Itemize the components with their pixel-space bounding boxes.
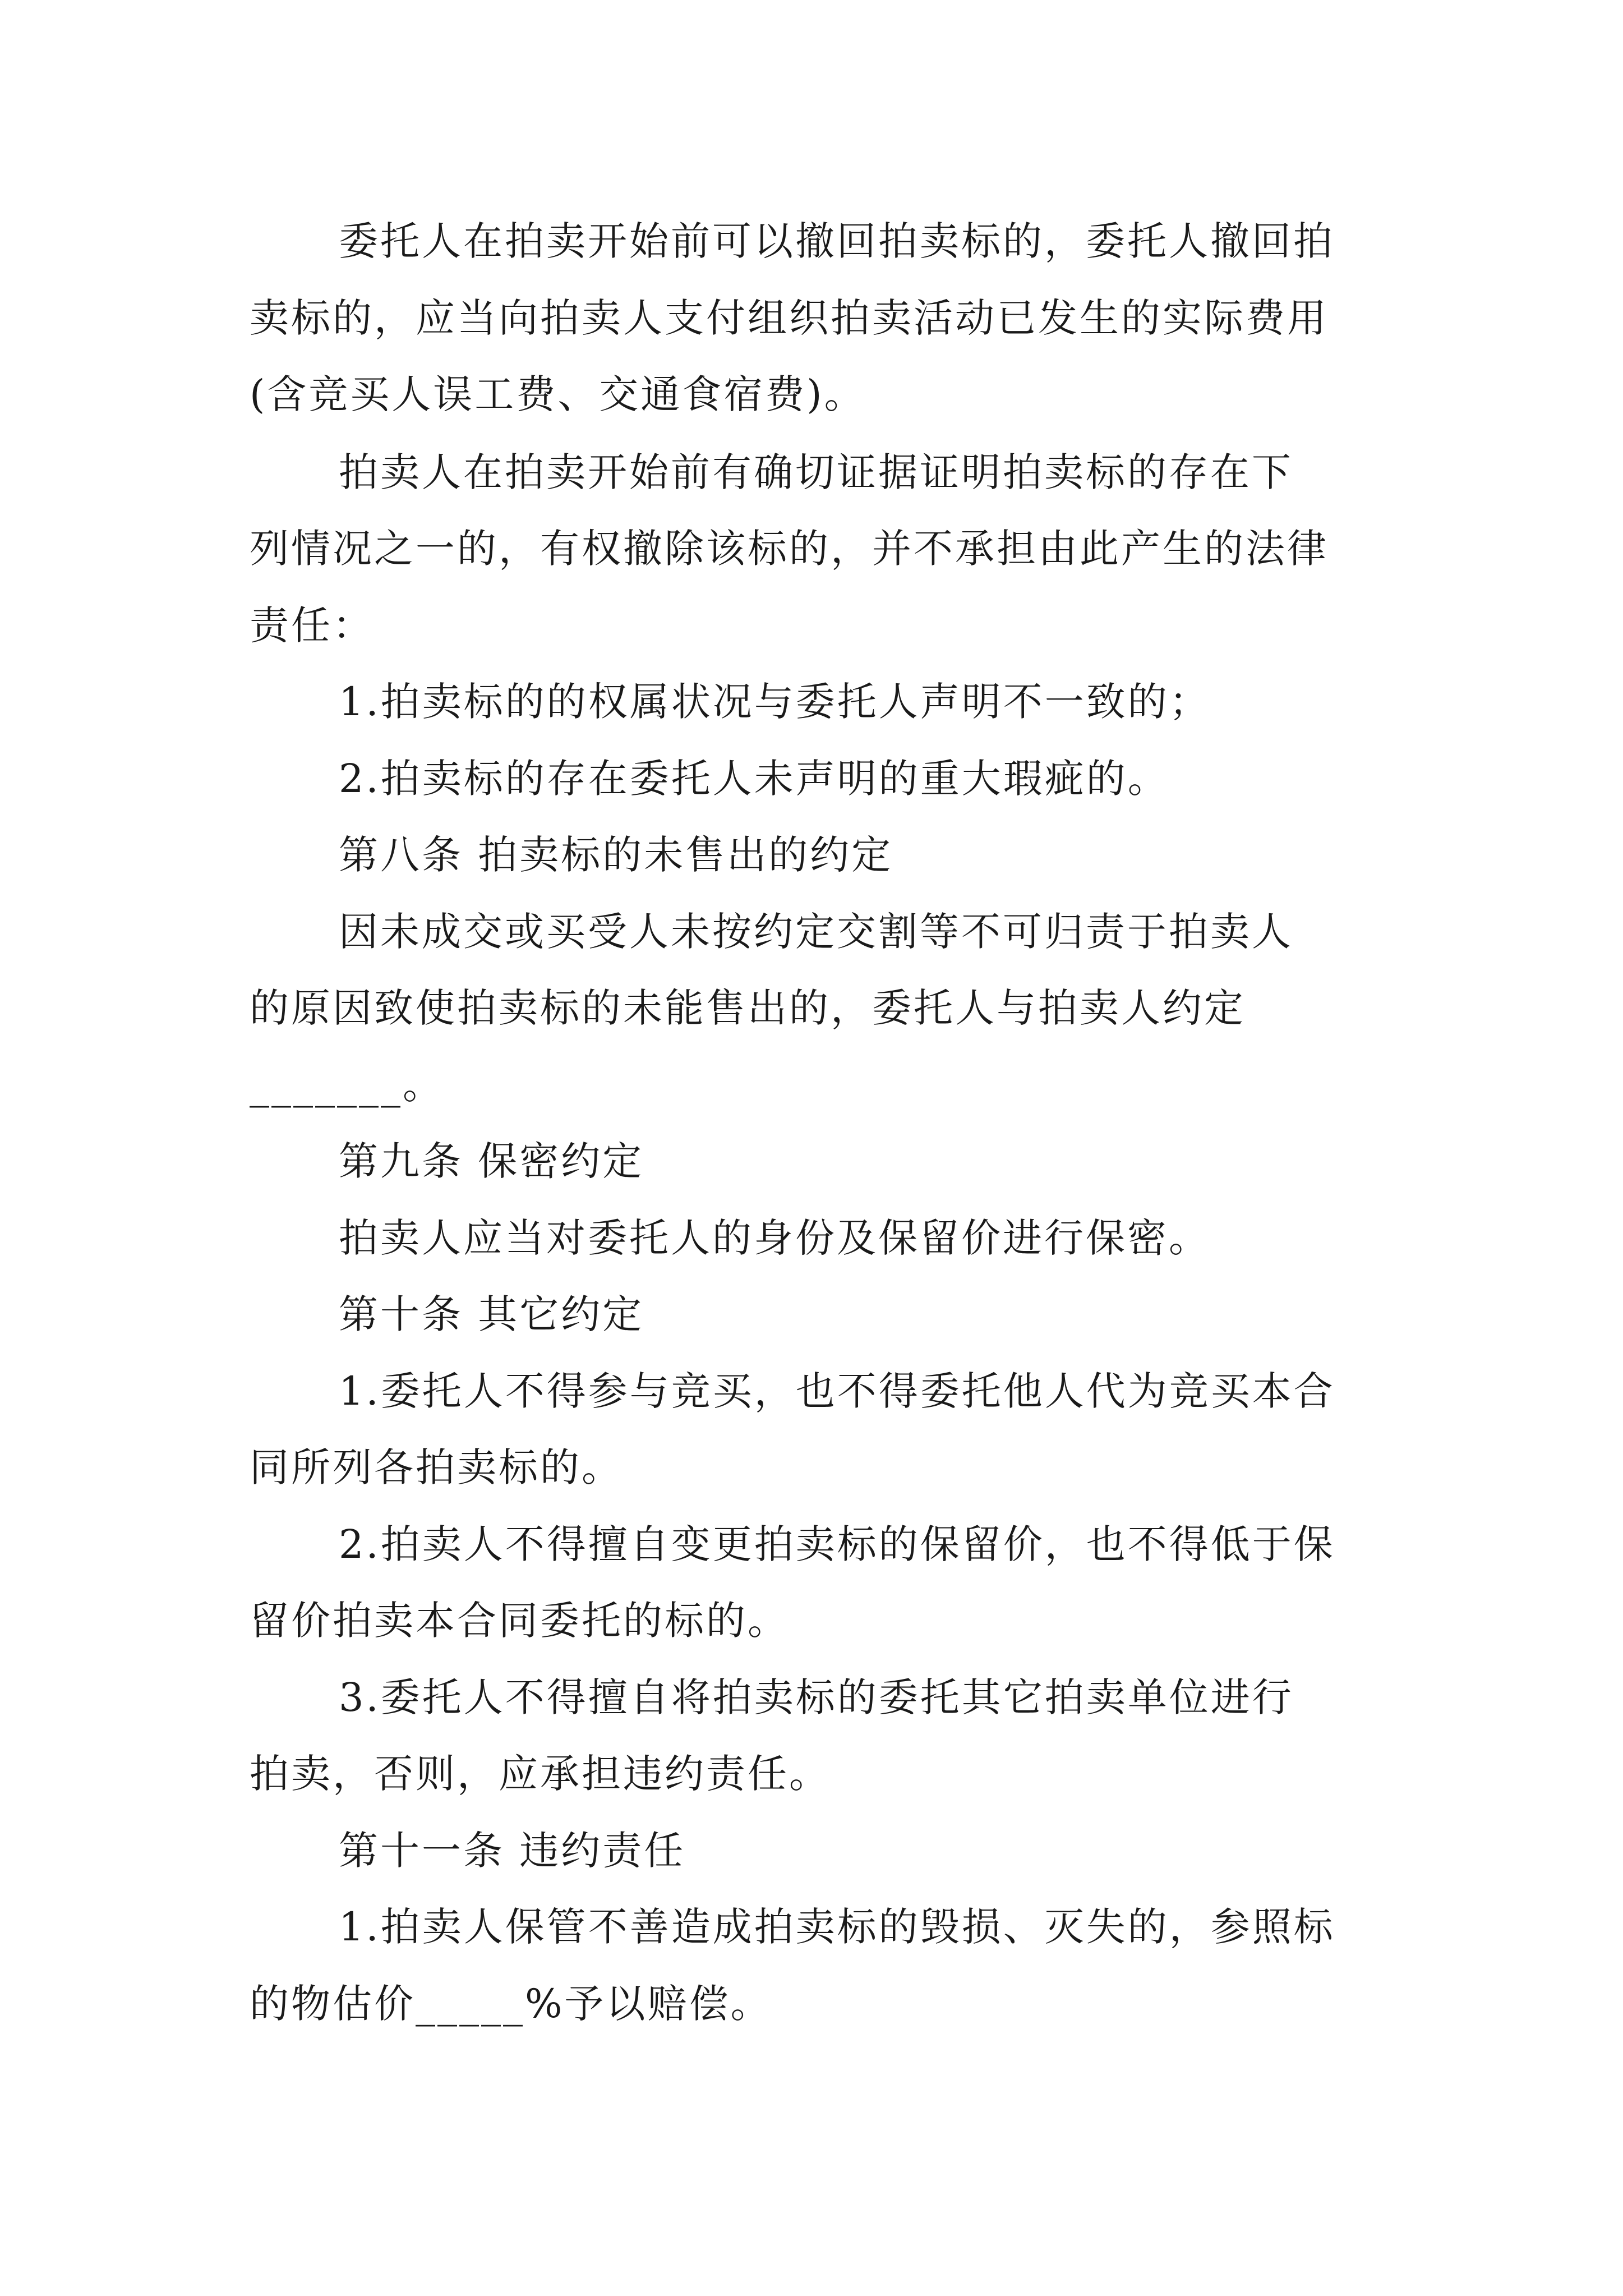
list-item: 1.拍卖人保管不善造成拍卖标的毁损、灭失的，参照标 (339, 1904, 1335, 1950)
paragraph-line: 留价拍卖本合同委托的标的。 (250, 1598, 789, 1644)
list-item: 1.拍卖标的的权属状况与委托人声明不一致的； (339, 679, 1211, 725)
paragraph-line: 拍卖人在拍卖开始前有确切证据证明拍卖标的存在下 (339, 449, 1293, 495)
list-item: 2.拍卖人不得擅自变更拍卖标的保留价，也不得低于保 (339, 1521, 1335, 1567)
paragraph-line: 拍卖人应当对委托人的身份及保留价进行保密。 (339, 1215, 1210, 1261)
paragraph-line: 的物估价_____%予以赔偿。 (250, 1981, 772, 2027)
paragraph-line: 卖标的，应当向拍卖人支付组织拍卖活动已发生的实际费用 (250, 295, 1329, 341)
paragraph-line: 责任： (250, 602, 374, 648)
list-item: 1.委托人不得参与竞买，也不得委托他人代为竞买本合 (339, 1368, 1335, 1414)
paragraph-line: 拍卖，否则，应承担违约责任。 (250, 1751, 831, 1797)
paragraph-line: 的原因致使拍卖标的未能售出的，委托人与拍卖人约定 (250, 985, 1246, 1031)
section-heading: 第十一条 违约责任 (339, 1828, 686, 1874)
paragraph-line: (含竞买人误工费、交通食宿费)。 (250, 371, 866, 417)
section-heading: 第十条 其它约定 (339, 1291, 644, 1337)
section-heading: 第九条 保密约定 (339, 1138, 644, 1184)
paragraph-line: 因未成交或买受人未按约定交割等不可归责于拍卖人 (339, 909, 1293, 955)
blank-fill-line: _______。 (250, 1062, 444, 1108)
paragraph-line: 同所列各拍卖标的。 (250, 1444, 623, 1490)
paragraph-line: 列情况之一的，有权撤除该标的，并不承担由此产生的法律 (250, 526, 1329, 572)
list-item: 3.委托人不得擅自将拍卖标的委托其它拍卖单位进行 (339, 1674, 1294, 1720)
paragraph-line: 委托人在拍卖开始前可以撤回拍卖标的，委托人撤回拍 (339, 218, 1335, 264)
section-heading: 第八条 拍卖标的未售出的约定 (339, 832, 893, 878)
list-item: 2.拍卖标的存在委托人未声明的重大瑕疵的。 (339, 756, 1169, 802)
